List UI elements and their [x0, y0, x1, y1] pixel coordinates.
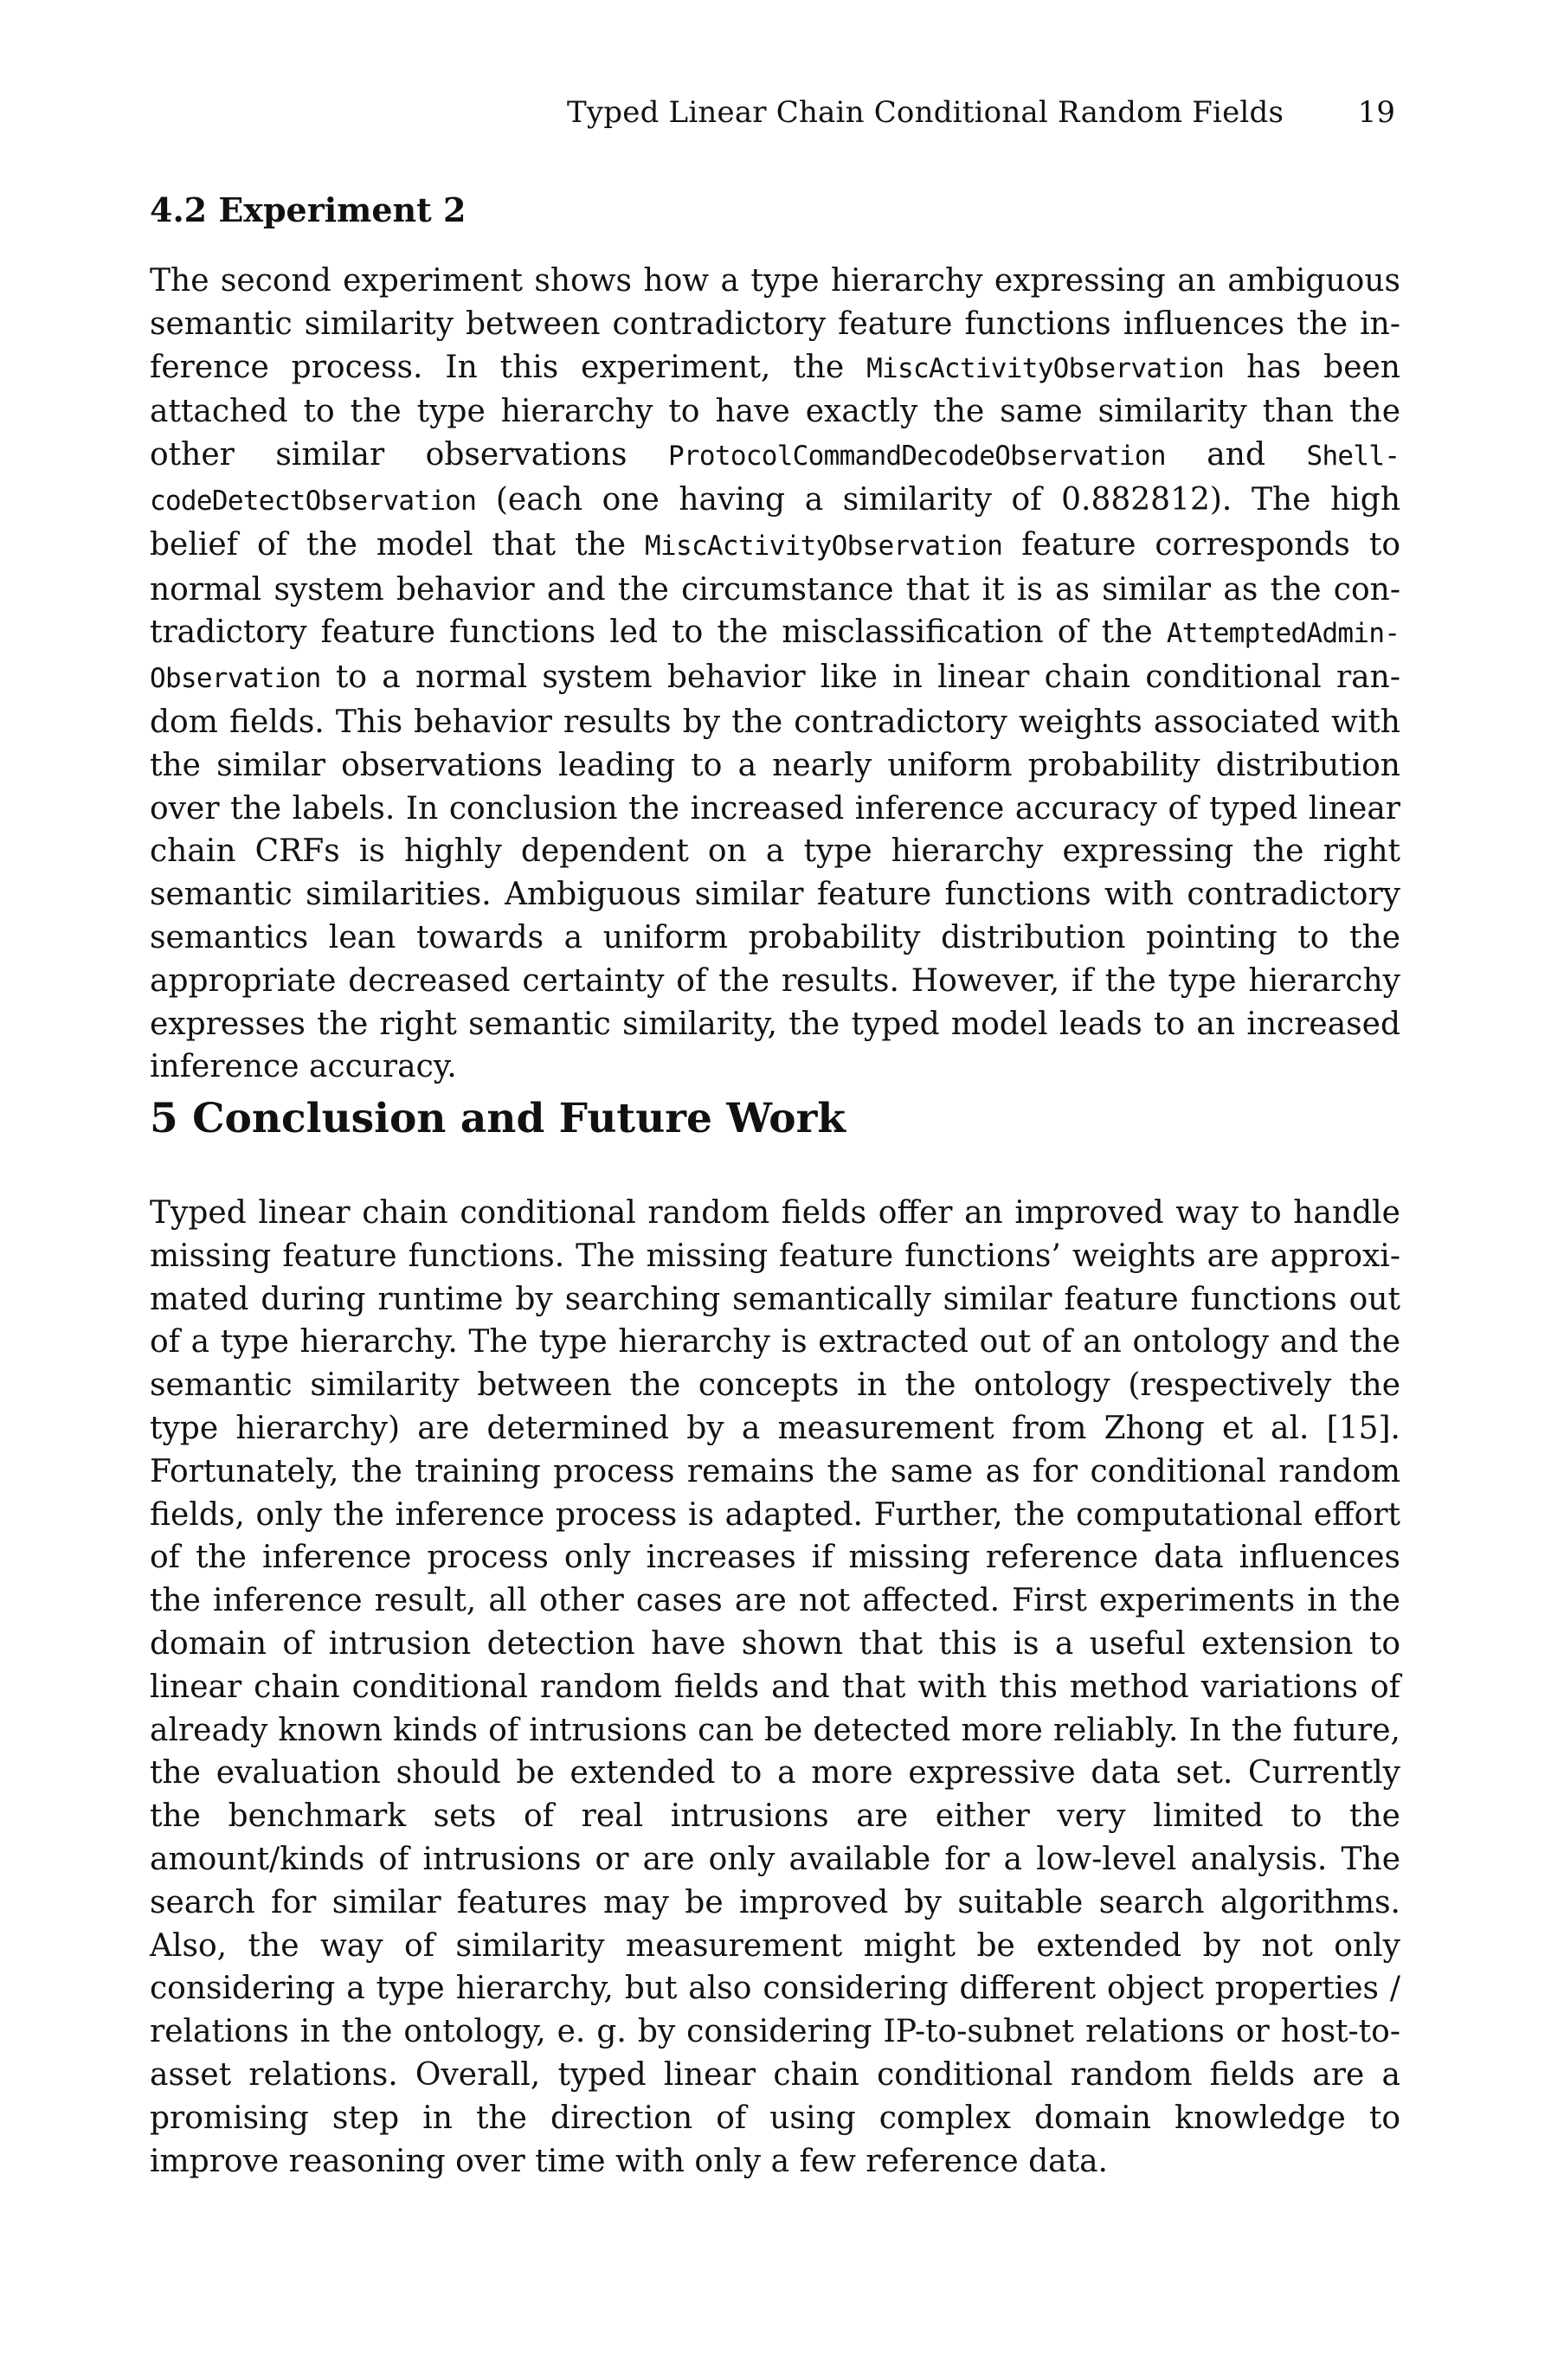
text-run: has been attached to the type hierarchy to have exactly the same similarity than the other similar observations: [150, 349, 1400, 473]
subsection-heading: 4.2 Experiment 2: [150, 190, 467, 229]
code-term: ProtocolCommandDecodeObservation: [667, 441, 1166, 473]
text-run: and: [1165, 437, 1307, 473]
experiment-paragraph: [150, 260, 1400, 1089]
page-number: 19: [1357, 95, 1395, 130]
code-term: MiscActivityObservation: [866, 352, 1225, 384]
running-head-title: Typed Linear Chain Conditional Random Fields: [567, 95, 1284, 130]
code-term: MiscActivityObservation: [645, 530, 1003, 562]
text-run: to a normal system behavior like in linear chain conditional random fields. This behavior results by the contradictory weights associated with the similar observations leading to a nearly uniform probability distribution over the labels. In conclusion the increased inference accuracy of typed linear chain CRFs is highly dependent on a type hierarchy expressing the right semantic similarities. Ambiguous similar feature functions with contradictory semantics lean towards a uniform probability distribution pointing to the appropriate decreased certainty of the results. However, if the type hierarchy expresses the right semantic similarity, the typed model leads to an increased inference accuracy.: [150, 659, 1400, 1085]
code-term: ShellcodeDetectObservation: [150, 441, 1400, 517]
conclusion-paragraph: Typed linear chain conditional random fields offer an improved way to handle missing feature functions. The missing feature functions’ weights are approximated during runtime by searching semantically similar feature functions out of a type hierarchy. The type hierarchy is extracted out of an ontology and the semantic similarity between the concepts in the ontology (respectively the type hierarchy) are determined by a measurement from Zhong et al. [15]. Fortunately, the training process remains the same as for conditional random fields, only the inference process is adapted. Further, the computational effort of the inference process only increases if missing reference data influences the inference result, all other cases are not affected. First experiments in the domain of intrusion detection have shown that this is a useful extension to linear chain conditional random fields and that with this method variations of already known kinds of intrusions can be detected more reliably. In the future, the evaluation should be extended to a more expressive data set. Currently the benchmark sets of real intrusions are either very limited to the amount/kinds of intrusions or are only available for a low-level analysis. The search for similar features may be improved by suitable search algorithms. Also, the way of similarity measurement might be extended by not only considering a type hierarchy, but also considering different object properties / relations in the ontology, e. g. by considering IP-to-subnet relations or host-to-asset relations. Overall, typed linear chain conditional random fields are a promising step in the direction of using complex domain knowledge to improve reasoning over time with only a few reference data.: [150, 1195, 1400, 2179]
code-term: AttemptedAdminObservation: [150, 618, 1400, 695]
section-heading: 5 Conclusion and Future Work: [150, 1095, 846, 1142]
text-run: feature corresponds to normal system behavior and the circumstance that it is as similar as the contradictory feature functions led to the misclassification of the: [150, 526, 1401, 651]
text-run: The second experiment shows how a type hierarchy expressing an ambiguous semantic similarity between contradictory feature functions influences the inference process. In this experiment, the: [150, 263, 1400, 385]
text-run: (each one having a similarity of 0.882812). The high belief of the model that the: [150, 481, 1400, 563]
